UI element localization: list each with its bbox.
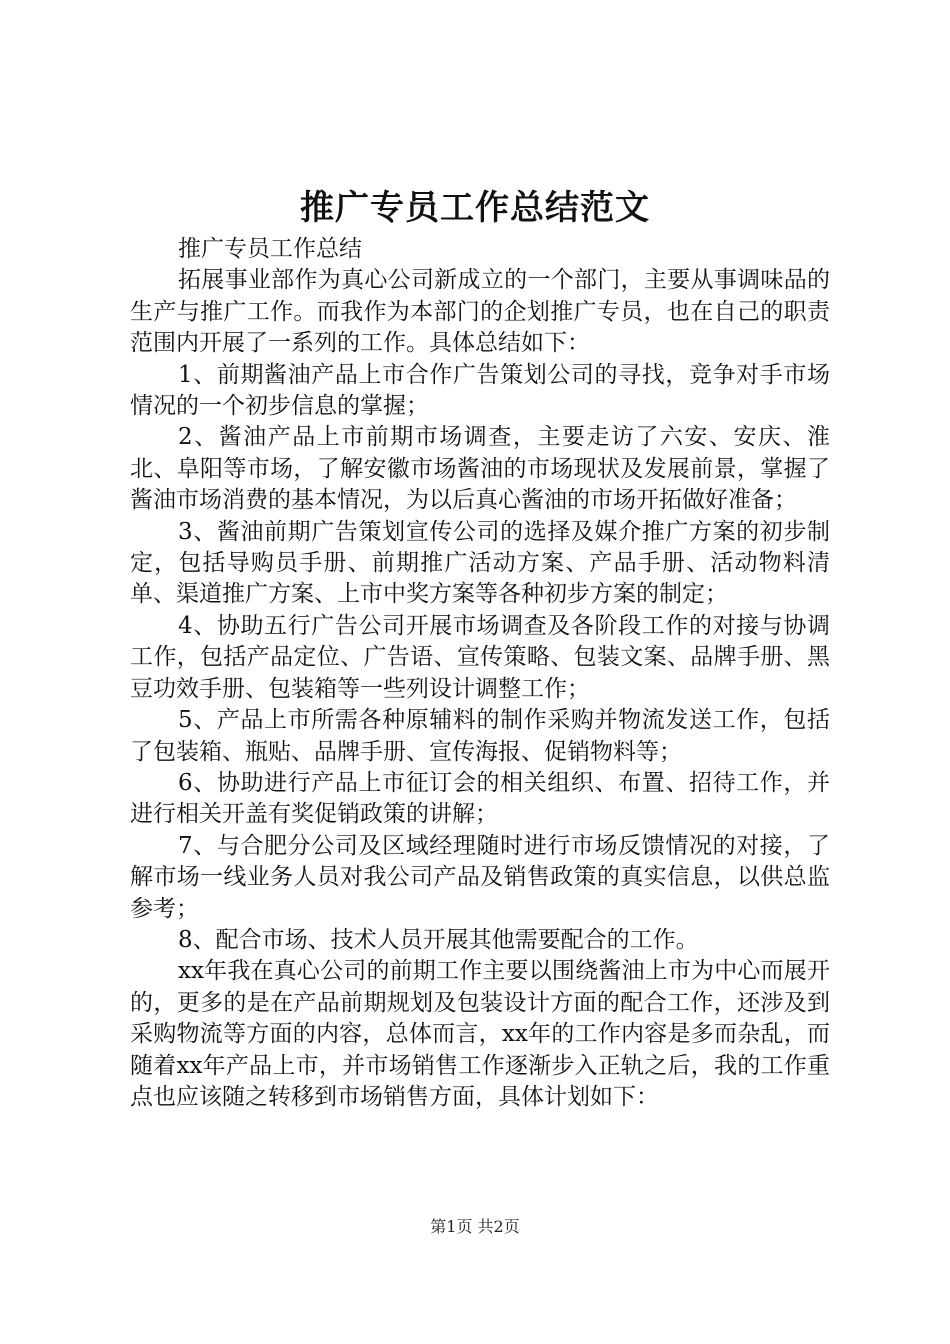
paragraph-item-4: 4、协助五行广告公司开展市场调查及各阶段工作的对接与协调工作，包括产品定位、广告语、宣传策略、包装文案、品牌手册、黑豆功效手册、包装箱等一些列设计调整工作； (130, 612, 830, 702)
paragraph-item-1: 1、前期酱油产品上市合作广告策划公司的寻找，竞争对手市场情况的一个初步信息的掌握； (130, 361, 830, 420)
paragraph-intro: 拓展事业部作为真心公司新成立的一个部门，主要从事调味品的生产与推广工作。而我作为本部门的企划推广专员，也在自己的职责范围内开展了一系列的工作。具体总结如下： (130, 267, 830, 357)
document-title: 推广专员工作总结范文 (300, 188, 650, 228)
document-body (130, 234, 830, 1113)
paragraph-subtitle: 推广专员工作总结 (178, 236, 362, 262)
paragraph-item-3: 3、酱油前期广告策划宣传公司的选择及媒介推广方案的初步制定，包括导购员手册、前期推广活动方案、产品手册、活动物料清单、渠道推广方案、上市中奖方案等各种初步方案的制定； (130, 518, 830, 608)
paragraph-item-7: 7、与合肥分公司及区域经理随时进行市场反馈情况的对接，了解市场一线业务人员对我公司产品及销售政策的真实信息，以供总监参考； (130, 832, 830, 922)
paragraph-item-8: 8、配合市场、技术人员开展其他需要配合的工作。 (178, 926, 699, 953)
paragraph-item-5: 5、产品上市所需各种原辅料的制作采购并物流发送工作，包括了包装箱、瓶贴、品牌手册、宣传海报、促销物料等； (130, 707, 830, 765)
page-number-footer: 第1页 共2页 (430, 1217, 520, 1236)
paragraph-item-6: 6、协助进行产品上市征订会的相关组织、布置、招待工作，并进行相关开盖有奖促销政策的讲解； (130, 769, 830, 828)
paragraph-item-2: 2、酱油产品上市前期市场调查，主要走访了六安、安庆、淮北、阜阳等市场，了解安徽市场酱油的市场现状及发展前景，掌握了酱油市场消费的基本情况，为以后真心酱油的市场开拓做好准备； (130, 424, 830, 514)
paragraph-plan: xx年我在真心公司的前期工作主要以围绕酱油上市为中心而展开的，更多的是在产品前期规划及包装设计方面的配合工作，还涉及到采购物流等方面的内容，总体而言，xx年的工作内容是多而杂乱，而随着xx年产品上市，并市场销售工作逐渐步入正轨之后，我的工作重点也应该随之转移到市场销售方面，具体计划如下： (130, 958, 830, 1110)
